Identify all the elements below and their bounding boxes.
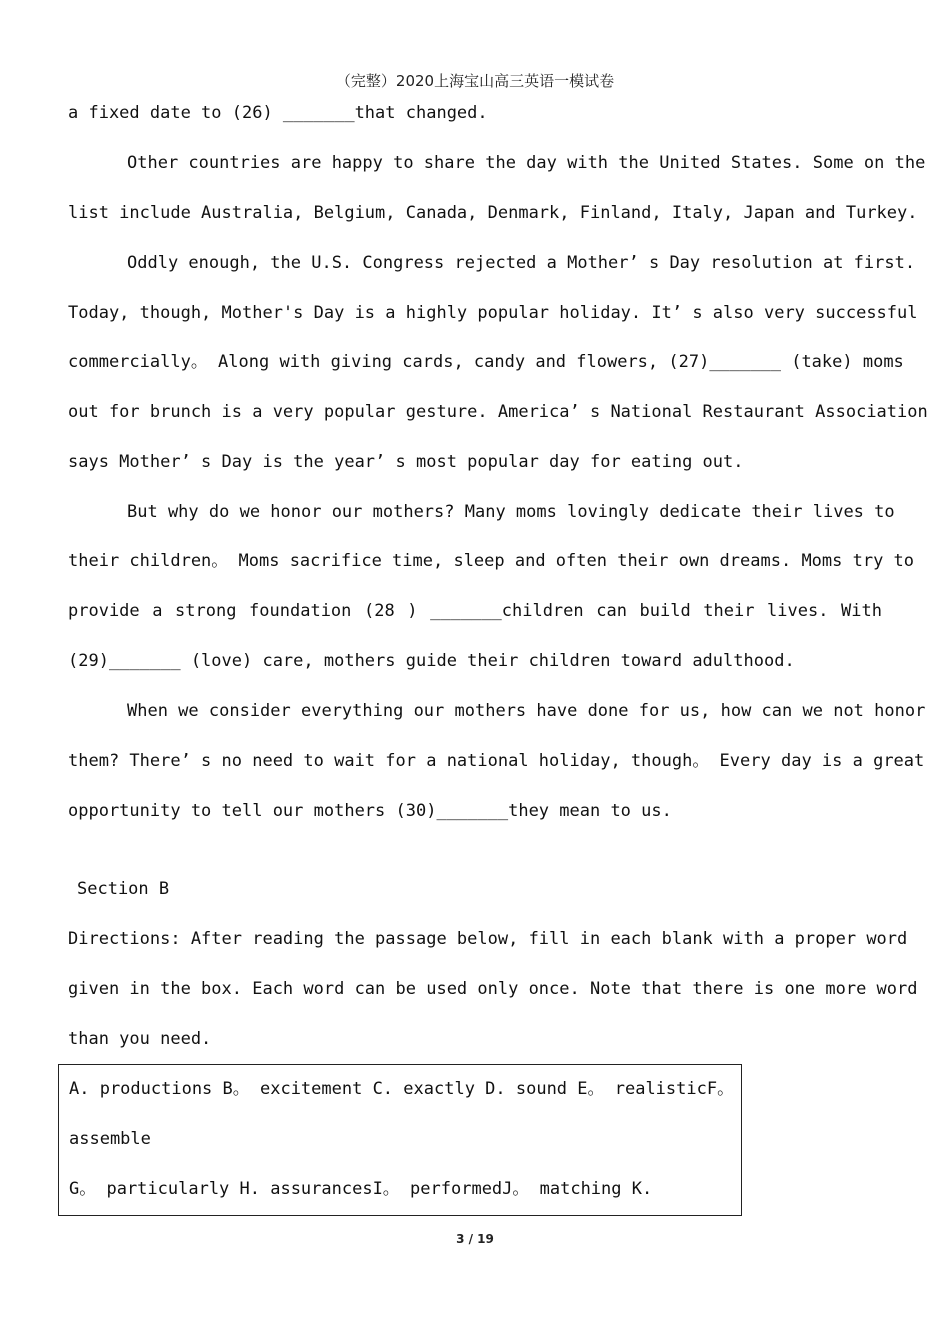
directions-line: Directions: After reading the passage below, fill in each blank with a proper word	[68, 929, 908, 949]
page-number: 3 / 19	[456, 1232, 494, 1246]
passage-line: But why do we honor our mothers? Many moms lovingly dedicate their lives to	[127, 502, 895, 522]
passage-line: their children。 Moms sacrifice time, sleep and often their own dreams. Moms try to	[68, 551, 915, 571]
passage-line: provide a strong foundation (28 ) _______children can build their lives. With	[68, 601, 882, 621]
passage-line: Other countries are happy to share the day with the United States. Some on the	[127, 153, 926, 173]
passage-line: opportunity to tell our mothers (30)_______they mean to us.	[68, 801, 672, 821]
directions-line: given in the box. Each word can be used only once. Note that there is one more word	[68, 979, 918, 999]
section-title: Section B	[77, 879, 170, 899]
word-box-row: assemble	[69, 1129, 151, 1149]
document-header: （完整）2020上海宝山高三英语一模试卷	[335, 72, 615, 90]
directions-line: than you need.	[68, 1029, 212, 1049]
passage-line: (29)_______ (love) care, mothers guide their children toward adulthood.	[68, 651, 795, 671]
passage-line: a fixed date to (26) _______that changed.	[68, 103, 488, 123]
passage-line: When we consider everything our mothers have done for us, how can we not honor	[127, 701, 926, 721]
passage-line: says Mother’ s Day is the year’ s most popular day for eating out.	[68, 452, 744, 472]
passage-line: commercially。 Along with giving cards, candy and flowers, (27)_______ (take) moms	[68, 352, 904, 372]
word-box-row: A. productions B。 excitement C. exactly D. sound E。 realisticF。	[69, 1079, 735, 1099]
passage-line: list include Australia, Belgium, Canada, Denmark, Finland, Italy, Japan and Turkey.	[68, 203, 918, 223]
word-box	[58, 1064, 742, 1216]
word-box-row: G。 particularly H. assurancesI。 performedJ。 matching K.	[69, 1179, 653, 1199]
passage-line: them? There’ s no need to wait for a national holiday, though。 Every day is a great	[68, 751, 925, 771]
passage-line: Today, though, Mother's Day is a highly popular holiday. It’ s also very successful	[68, 303, 918, 323]
passage-line: out for brunch is a very popular gesture. America’ s National Restaurant Association	[68, 402, 928, 422]
passage-line: Oddly enough, the U.S. Congress rejected a Mother’ s Day resolution at first.	[127, 253, 916, 273]
